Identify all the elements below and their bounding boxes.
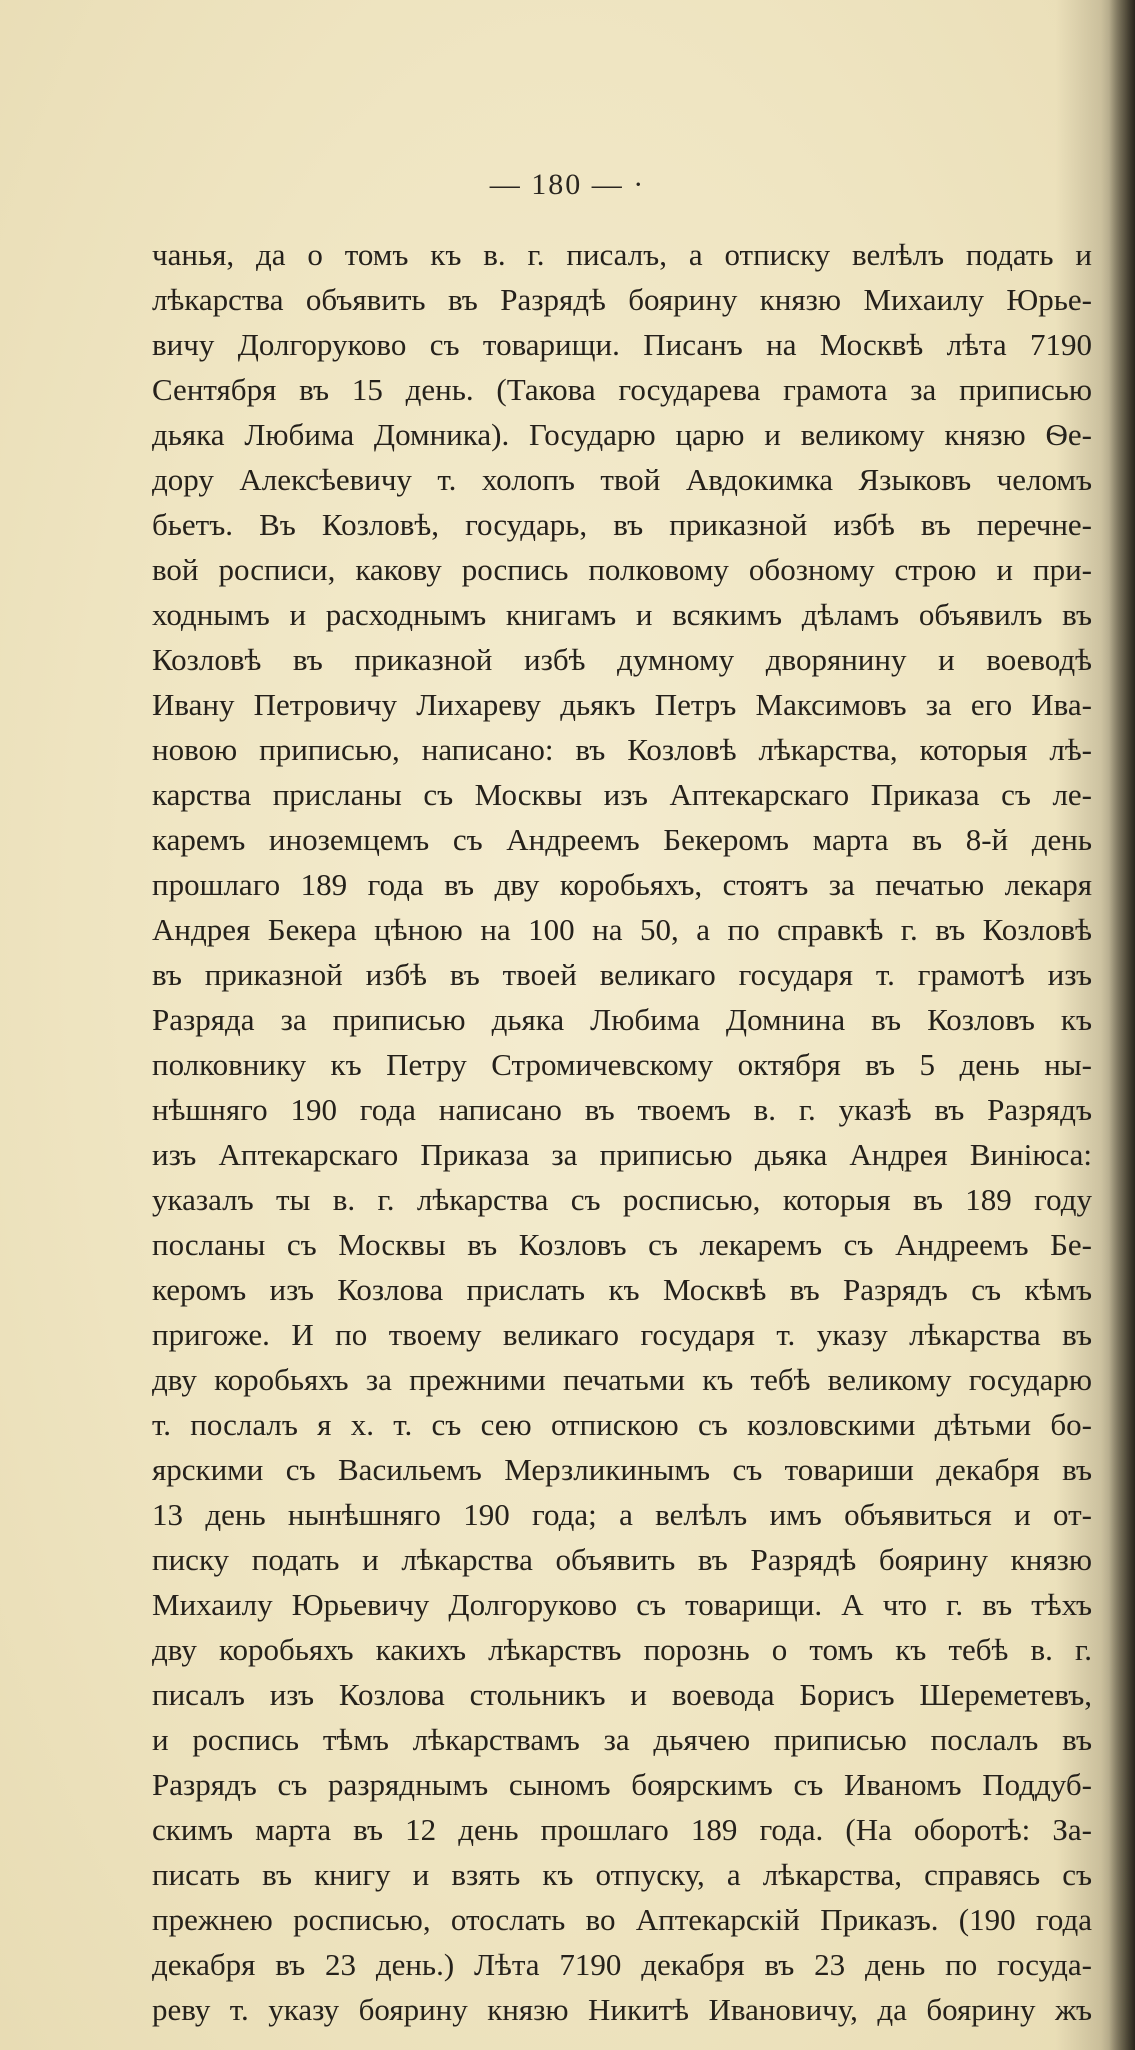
text-line-23: посланы съ Москвы въ Козловъ съ лекаремъ съ Андреемъ Бе- bbox=[152, 1227, 1092, 1262]
text-line-9: ходнымъ и расходнымъ книгамъ и всякимъ дѣламъ объявилъ въ bbox=[152, 597, 1092, 632]
text-line-19: полковнику къ Петру Стромичевскому октября въ 5 день ны- bbox=[152, 1047, 1092, 1082]
text-line-18: Разряда за приписью дьяка Любима Домнина въ Козловъ къ bbox=[152, 1002, 1092, 1037]
text-line-39: декабря въ 23 день.) Лѣта 7190 декабря въ 23 день по госуда- bbox=[152, 1947, 1092, 1982]
text-line-35: Разрядъ съ разряднымъ сыномъ боярскимъ съ Иваномъ Поддуб- bbox=[152, 1767, 1092, 1802]
page-text bbox=[152, 232, 1092, 2032]
text-line-1: чанья, да о томъ къ в. г. писалъ, а отписку велѣлъ подать и bbox=[152, 237, 1092, 272]
text-line-20: нѣшняго 190 года написано въ твоемъ в. г. указѣ въ Разрядъ bbox=[152, 1092, 1092, 1127]
page-number: — 180 — · bbox=[489, 168, 646, 201]
text-line-33: писалъ изъ Козлова стольникъ и воевода Борисъ Шереметевъ, bbox=[152, 1677, 1092, 1712]
text-line-21: изъ Аптекарскаго Приказа за приписью дьяка Андрея Виніюса: bbox=[152, 1137, 1092, 1172]
text-line-34: и роспись тѣмъ лѣкарствамъ за дьячею приписью послалъ въ bbox=[152, 1722, 1092, 1757]
text-line-13: карства присланы съ Москвы изъ Аптекарскаго Приказа съ ле- bbox=[152, 777, 1092, 812]
text-line-30: писку подать и лѣкарства объявить въ Разрядѣ боярину князю bbox=[152, 1542, 1092, 1577]
text-line-16: Андрея Бекера цѣною на 100 на 50, а по справкѣ г. въ Козловѣ bbox=[152, 912, 1092, 947]
text-line-7: бьетъ. Въ Козловѣ, государь, въ приказной избѣ въ перечне- bbox=[152, 507, 1092, 542]
text-line-32: дву коробьяхъ какихъ лѣкарствъ порознь о томъ къ тебѣ в. г. bbox=[152, 1632, 1092, 1667]
text-line-10: Козловѣ въ приказной избѣ думному дворянину и воеводѣ bbox=[152, 642, 1092, 677]
text-line-38: прежнею росписью, отослать во Аптекарскій Приказъ. (190 года bbox=[152, 1902, 1092, 1937]
text-line-36: скимъ марта въ 12 день прошлаго 189 года. (На оборотѣ: За- bbox=[152, 1812, 1092, 1847]
text-line-31: Михаилу Юрьевичу Долгоруково съ товарищи. А что г. въ тѣхъ bbox=[152, 1587, 1092, 1622]
text-line-6: дору Алексѣевичу т. холопъ твой Авдокимка Языковъ челомъ bbox=[152, 462, 1092, 497]
text-line-12: новою приписью, написано: въ Козловѣ лѣкарства, которыя лѣ- bbox=[152, 732, 1092, 767]
text-line-27: т. послалъ я х. т. съ сею отпискою съ козловскими дѣтьми бо- bbox=[152, 1407, 1092, 1442]
text-line-2: лѣкарства объявить въ Разрядѣ боярину князю Михаилу Юрье- bbox=[152, 282, 1092, 317]
text-line-40: реву т. указу боярину князю Никитѣ Ивановичу, да боярину жъ bbox=[152, 1992, 1092, 2027]
text-line-24: керомъ изъ Козлова прислать къ Москвѣ въ Разрядъ съ кѣмъ bbox=[152, 1272, 1092, 1307]
text-line-22: указалъ ты в. г. лѣкарства съ росписью, которыя въ 189 году bbox=[152, 1182, 1092, 1217]
text-line-17: въ приказной избѣ въ твоей великаго государя т. грамотѣ изъ bbox=[152, 957, 1092, 992]
text-line-26: дву коробьяхъ за прежними печатьми къ тебѣ великому государю bbox=[152, 1362, 1092, 1397]
text-line-25: пригоже. И по твоему великаго государя т. указу лѣкарства въ bbox=[152, 1317, 1092, 1352]
text-line-28: ярскими съ Васильемъ Мерзликинымъ съ товариши декабря въ bbox=[152, 1452, 1092, 1487]
binding-shadow bbox=[1109, 0, 1135, 2050]
text-line-14: каремъ иноземцемъ съ Андреемъ Бекеромъ марта въ 8-й день bbox=[152, 822, 1092, 857]
text-line-5: дьяка Любима Домника). Государю царю и великому князю Ѳе- bbox=[152, 417, 1092, 452]
text-line-15: прошлаго 189 года въ дву коробьяхъ, стоятъ за печатью лекаря bbox=[152, 867, 1092, 902]
text-line-4: Сентября въ 15 день. (Такова государева грамота за приписью bbox=[152, 372, 1092, 407]
text-line-29: 13 день нынѣшняго 190 года; а велѣлъ имъ объявиться и от- bbox=[152, 1497, 1092, 1532]
text-line-3: вичу Долгоруково съ товарищи. Писанъ на Москвѣ лѣта 7190 bbox=[152, 327, 1092, 362]
text-line-11: Ивану Петровичу Лихареву дьякъ Петръ Максимовъ за его Ива- bbox=[152, 687, 1092, 722]
text-line-37: писать въ книгу и взять къ отпуску, а лѣкарства, справясь съ bbox=[152, 1857, 1092, 1892]
text-line-8: вой росписи, какову роспись полковому обозному строю и при- bbox=[152, 552, 1092, 587]
